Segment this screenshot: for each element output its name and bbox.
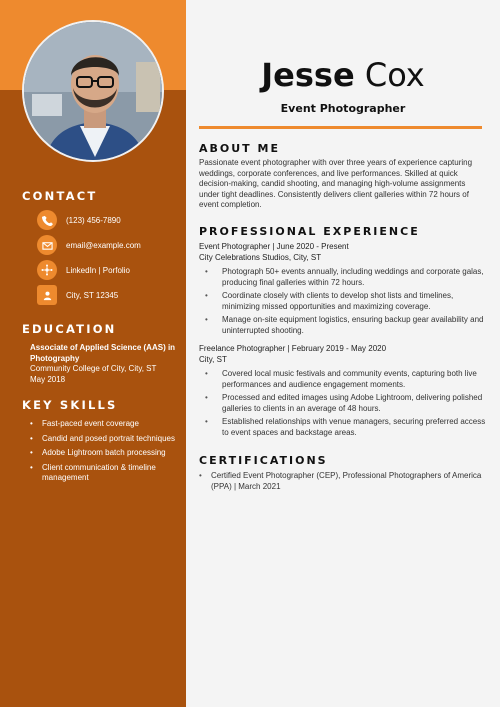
job-entry-1 xyxy=(199,242,485,263)
job-company: City, ST xyxy=(199,354,227,364)
contact-email xyxy=(37,235,177,255)
skills-heading: KEY SKILLS xyxy=(22,398,118,412)
first-name: Jesse xyxy=(261,56,355,94)
skill-item: • Candid and posed portrait techniques xyxy=(30,434,180,445)
job-title-line: Event Photographer | June 2020 - Present xyxy=(199,242,349,251)
phone-icon xyxy=(37,210,57,230)
skill-item: • Fast-paced event coverage xyxy=(30,419,180,430)
certification-item: • Certified Event Photographer (CEP), Professional Photographers of America (PPA) | March 2021 xyxy=(199,471,489,492)
contact-links xyxy=(37,260,177,280)
job-title-line: Freelance Photographer | February 2019 - May 2020 xyxy=(199,344,387,353)
education-heading: EDUCATION xyxy=(22,322,117,336)
about-heading: ABOUT ME xyxy=(199,142,280,155)
skill-item: • Client communication & timeline management xyxy=(30,463,180,484)
job-title: Event Photographer xyxy=(280,102,406,115)
location-icon xyxy=(37,285,57,305)
job-2-bullets xyxy=(205,369,487,441)
education-school: Community College of City, City, ST xyxy=(30,364,157,373)
skills-list xyxy=(30,419,180,488)
job-bullet: • Covered local music festivals and community events, capturing both live performances and audience engagement moments. xyxy=(205,369,487,390)
network-icon xyxy=(37,260,57,280)
email-text: email@example.com xyxy=(66,240,141,250)
job-bullet: • Established relationships with venue managers, securing preferred access to event spaces and backstage areas. xyxy=(205,417,487,438)
education-entry xyxy=(30,343,180,385)
email-icon xyxy=(37,235,57,255)
job-company: City Celebrations Studios, City, ST xyxy=(199,252,322,262)
candidate-name xyxy=(186,56,500,94)
links-text: LinkedIn | Porfolio xyxy=(66,265,130,275)
certifications-heading: CERTIFICATIONS xyxy=(199,454,328,467)
skill-item: • Adobe Lightroom batch processing xyxy=(30,448,180,459)
job-bullet: • Coordinate closely with clients to develop shot lists and timelines, minimizing missed opportunities and maximizing coverage. xyxy=(205,291,487,312)
job-bullet: • Processed and edited images using Adobe Lightroom, delivering polished galleries to clients in an average of 48 hours. xyxy=(205,393,487,414)
contact-heading: CONTACT xyxy=(22,189,98,203)
contact-phone xyxy=(37,210,177,230)
education-degree: Associate of Applied Science (AAS) in Photography xyxy=(30,343,176,363)
phone-text: (123) 456-7890 xyxy=(66,215,121,225)
contact-location xyxy=(37,285,177,305)
job-entry-2 xyxy=(199,344,485,365)
certifications-list xyxy=(199,471,489,492)
profile-photo xyxy=(22,20,164,162)
divider xyxy=(199,126,482,129)
last-name: Cox xyxy=(364,56,425,94)
experience-heading: PROFESSIONAL EXPERIENCE xyxy=(199,225,420,238)
education-date: May 2018 xyxy=(30,374,66,384)
location-text: City, ST 12345 xyxy=(66,290,119,300)
job-bullet: • Photograph 50+ events annually, including weddings and corporate galas, producing final galleries within 72 hours. xyxy=(205,267,487,288)
about-text: Passionate event photographer with over three years of experience capturing weddings, corporate conferences, and live performances. Skilled at quick decision-making, candid shooting, and managing high-volume assignments under tight deadlines. Consistently delivers client galleries within 72 hours of event completion. xyxy=(199,158,473,209)
job-bullet: • Manage on-site equipment logistics, ensuring backup gear availability and uninterrupted shooting. xyxy=(205,315,487,336)
job-1-bullets xyxy=(205,267,487,339)
